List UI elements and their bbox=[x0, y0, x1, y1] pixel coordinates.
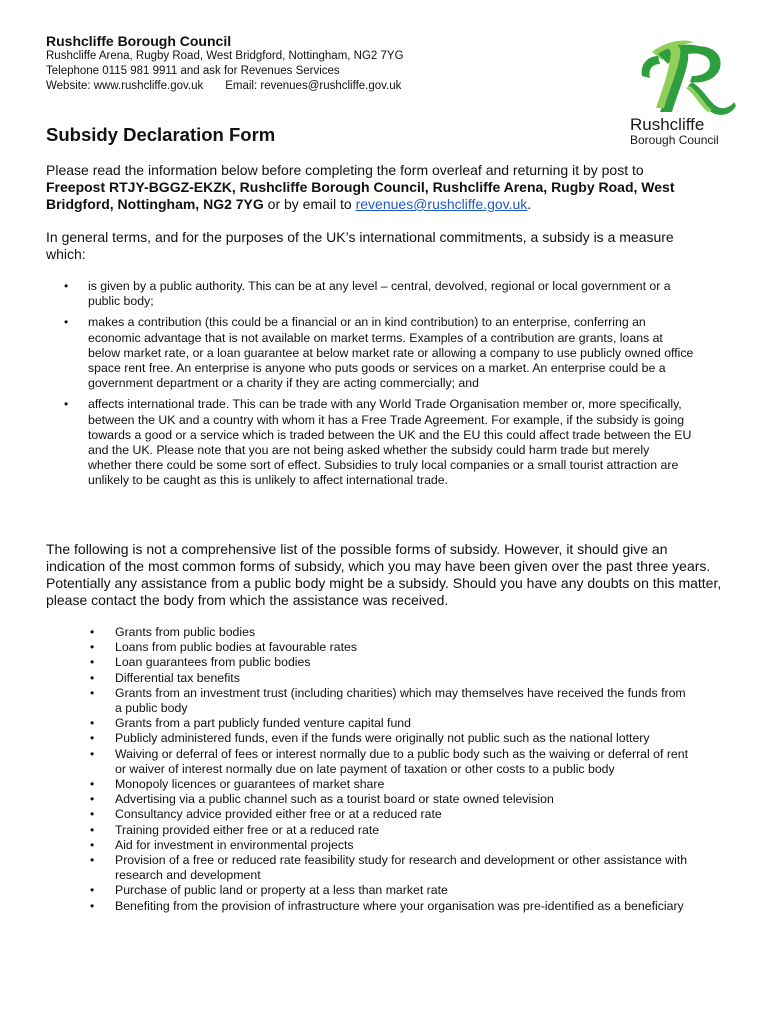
bullet: • bbox=[64, 279, 69, 293]
bullet: • bbox=[64, 397, 69, 412]
intro-text-before: Please read the information below before completing the form overleaf and returning it by post to bbox=[46, 162, 644, 178]
list-item bbox=[90, 671, 690, 686]
logo-wordmark bbox=[630, 116, 719, 147]
list-item-text: Aid for investment in environmental projects bbox=[115, 837, 354, 852]
list-item-text: Differential tax benefits bbox=[115, 670, 240, 685]
bullet: • bbox=[90, 837, 95, 852]
logo-subtitle: Borough Council bbox=[630, 133, 719, 147]
list-item bbox=[46, 279, 696, 309]
bullet: • bbox=[90, 746, 95, 761]
bullet: • bbox=[90, 777, 95, 792]
list-item bbox=[90, 731, 690, 746]
list-item bbox=[90, 747, 690, 777]
bullet: • bbox=[90, 853, 95, 868]
list-item bbox=[90, 823, 690, 838]
list-item bbox=[90, 792, 690, 807]
list-item bbox=[90, 853, 690, 883]
list-item bbox=[90, 807, 690, 822]
org-telephone: Telephone 0115 981 9911 and ask for Revenues Services bbox=[46, 65, 340, 77]
list-item bbox=[46, 315, 696, 391]
list-item-text: Purchase of public land or property at a less than market rate bbox=[115, 883, 448, 898]
form-title: Subsidy Declaration Form bbox=[46, 124, 276, 145]
bullet: • bbox=[64, 315, 69, 330]
logo-name: Rushcliffe bbox=[630, 115, 705, 134]
bullet: • bbox=[90, 640, 95, 655]
subsidy-criteria-list bbox=[46, 279, 696, 495]
bullet: • bbox=[90, 898, 95, 913]
list-item bbox=[90, 655, 690, 670]
list-item-text: affects international trade. This can be trade with any World Trade Organisation member or, more specifically, between the UK and a country with whom it has a Free Trade Agreement. For example, if the subsidy is going towards a good or a service which is traded between the UK and the EU this could affect trade between the EU and the UK. Please note that you are not being asked whether the subsidy could harm trade but merely whether there could be some sort of effect. Subsidies to truly local companies or a small tourist attraction are unlikely to be caught as this is unlikely to affect international trade. bbox=[88, 397, 692, 488]
bullet: • bbox=[90, 792, 95, 807]
list-item-text: Loans from public bodies at favourable rates bbox=[115, 640, 357, 655]
org-name: Rushcliffe Borough Council bbox=[46, 33, 232, 49]
list-item-text: Grants from an investment trust (including charities) which may themselves have received the funds from a public body bbox=[115, 685, 686, 716]
bullet: • bbox=[90, 883, 95, 898]
general-terms-paragraph: In general terms, and for the purposes of the UK’s international commitments, a subsidy is a measure which: bbox=[46, 229, 674, 262]
list-item bbox=[90, 640, 690, 655]
list-item-text: Monopoly licences or guarantees of market share bbox=[115, 777, 385, 792]
list-item bbox=[90, 777, 690, 792]
list-item-text: Benefiting from the provision of infrastructure where your organisation was pre-identified as a beneficiary bbox=[115, 898, 684, 913]
bullet: • bbox=[90, 731, 95, 746]
bullet: • bbox=[90, 655, 95, 670]
list-item bbox=[90, 686, 690, 716]
list-item bbox=[46, 397, 696, 488]
list-item bbox=[90, 899, 690, 914]
list-item-text: Loan guarantees from public bodies bbox=[115, 655, 311, 670]
list-item-text: Training provided either free or at a reduced rate bbox=[115, 822, 380, 837]
bullet: • bbox=[90, 625, 95, 639]
list-item bbox=[90, 838, 690, 853]
intro-paragraph bbox=[46, 162, 696, 213]
bullet: • bbox=[90, 670, 95, 685]
org-address: Rushcliffe Arena, Rugby Road, West Bridgford, Nottingham, NG2 7YG bbox=[46, 50, 404, 62]
list-item-text: Waiving or deferral of fees or interest normally due to a public body such as the waiving or deferral of rent or waiver of interest normally due on late payment of taxation or other costs to a public body bbox=[115, 746, 689, 776]
subsidy-forms-list bbox=[90, 625, 690, 914]
org-contacts bbox=[46, 79, 586, 94]
intro-text-middle: or by email to bbox=[263, 196, 356, 212]
list-item-text: is given by a public authority. This can be at any level – central, devolved, regional or local government or a public body; bbox=[88, 279, 671, 309]
list-item-text: Grants from public bodies bbox=[115, 625, 256, 639]
freepost-address: Freepost RTJY-BGGZ-EKZK, Rushcliffe Borough Council, Rushcliffe Arena, Rugby Road, West Bridgford, Nottingham, NG2 7YG bbox=[46, 179, 675, 212]
list-item-text: Publicly administered funds, even if the funds were originally not public such as the national lottery bbox=[115, 731, 650, 746]
org-email: Email: revenues@rushcliffe.gov.uk bbox=[225, 80, 402, 92]
list-item bbox=[90, 716, 690, 731]
list-item-text: Provision of a free or reduced rate feasibility study for research and development or other assistance with research and development bbox=[115, 853, 688, 883]
org-website: Website: www.rushcliffe.gov.uk bbox=[46, 80, 204, 92]
email-link[interactable]: revenues@rushcliffe.gov.uk bbox=[355, 196, 528, 212]
list-item-text: Grants from a part publicly funded venture capital fund bbox=[115, 716, 411, 731]
bullet: • bbox=[90, 807, 95, 822]
list-item-text: Consultancy advice provided either free or at a reduced rate bbox=[115, 807, 442, 822]
bullet: • bbox=[90, 685, 95, 700]
intro-text-after: . bbox=[527, 196, 532, 212]
list-item-text: Advertising via a public channel such as a tourist board or state owned television bbox=[115, 792, 554, 807]
bullet: • bbox=[90, 822, 95, 837]
list-item-text: makes a contribution (this could be a financial or an in kind contribution) to an enterprise, conferring an economic advantage that is not available on market terms. Examples of a contribution are grants, loans at below market rate, or a loan guarantee at below market rate or allowing a company to use publicly owned office space rent free. An enterprise is anyone who puts goods or services on a market. An enterprise could be a government department or a charity if they are acting commercially; and bbox=[88, 315, 694, 391]
forms-intro-paragraph: The following is not a comprehensive list of the possible forms of subsidy. However, it should give an indication of the most common forms of subsidy, which you may have been given over the past three years. Potentially any assistance from a public body might be a subsidy. Should you have any doubts on this matter, please contact the body from which the assistance was received. bbox=[46, 541, 722, 608]
list-item bbox=[90, 625, 690, 640]
list-item bbox=[90, 883, 690, 898]
bullet: • bbox=[90, 716, 95, 731]
letterhead bbox=[46, 33, 586, 94]
